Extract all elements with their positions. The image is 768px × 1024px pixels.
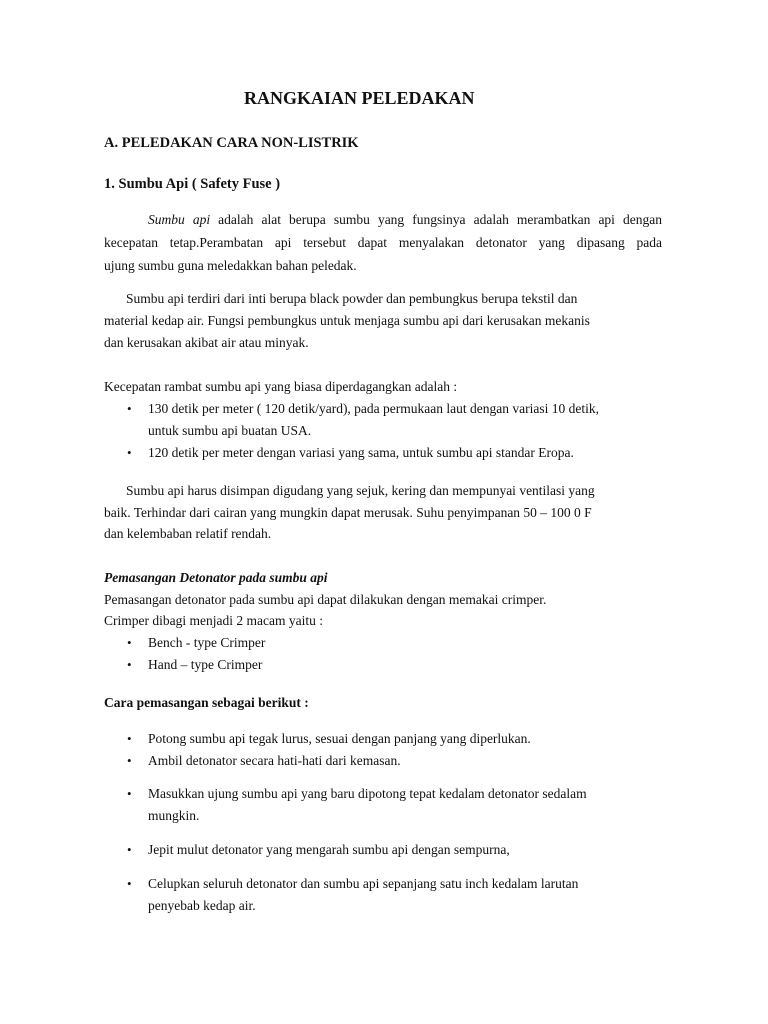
p1-line1-rest: adalah alat berupa sumbu yang fungsinya adalah merambatkan api dengan <box>210 212 663 227</box>
detonator-line2: Crimper dibagi menjadi 2 macam yaitu : <box>104 613 323 628</box>
detonator-line1: Pemasangan detonator pada sumbu api dapat dilakukan dengan memakai crimper. <box>104 592 547 607</box>
p3-line1: Sumbu api harus disimpan digudang yang sejuk, kering dan mempunyai ventilasi yang <box>126 483 595 498</box>
bullet-icon: • <box>127 786 132 801</box>
step-5-line2: penyebab kedap air. <box>148 898 256 913</box>
bullet-icon: • <box>127 401 132 416</box>
speed-item-1-line2: untuk sumbu api buatan USA. <box>148 423 312 438</box>
steps-heading: Cara pemasangan sebagai berikut : <box>104 695 309 710</box>
crimper-type-2: Hand – type Crimper <box>148 657 263 672</box>
speed-item-1-line1: 130 detik per meter ( 120 detik/yard), pada permukaan laut dengan variasi 10 detik, <box>148 401 599 416</box>
bullet-icon: • <box>127 876 132 891</box>
bullet-icon: • <box>127 657 132 672</box>
p1-italic-term: Sumbu api <box>148 212 211 227</box>
p1-line3: ujung sumbu guna meledakkan bahan peledak. <box>104 258 357 273</box>
p3-line3: dan kelembaban relatif rendah. <box>104 526 272 541</box>
section-a-heading: A. PELEDAKAN CARA NON-LISTRIK <box>104 135 359 151</box>
step-3-line2: mungkin. <box>148 808 200 823</box>
bullet-icon: • <box>127 731 132 746</box>
bullet-icon: • <box>127 842 132 857</box>
p2-line3: dan kerusakan akibat air atau minyak. <box>104 335 309 350</box>
step-2: Ambil detonator secara hati-hati dari kemasan. <box>148 753 401 768</box>
step-5-line1: Celupkan seluruh detonator dan sumbu api sepanjang satu inch kedalam larutan <box>148 876 579 891</box>
step-4: Jepit mulut detonator yang mengarah sumbu api dengan sempurna, <box>148 842 510 857</box>
step-3-line1: Masukkan ujung sumbu api yang baru dipotong tepat kedalam detonator sedalam <box>148 786 587 801</box>
bullet-icon: • <box>127 635 132 650</box>
detonator-heading: Pemasangan Detonator pada sumbu api <box>104 570 328 585</box>
step-1: Potong sumbu api tegak lurus, sesuai dengan panjang yang diperlukan. <box>148 731 531 746</box>
page-title: RANGKAIAN PELEDAKAN <box>244 88 475 108</box>
speed-intro: Kecepatan rambat sumbu api yang biasa diperdagangkan adalah : <box>104 379 458 394</box>
bullet-icon: • <box>127 445 132 460</box>
bullet-icon: • <box>127 753 132 768</box>
p2-line1: Sumbu api terdiri dari inti berupa black powder dan pembungkus berupa tekstil dan <box>126 291 578 306</box>
subsection-1-heading: 1. Sumbu Api ( Safety Fuse ) <box>104 176 281 192</box>
p3-line2: baik. Terhindar dari cairan yang mungkin dapat merusak. Suhu penyimpanan 50 – 100 0 F <box>104 505 592 520</box>
speed-item-2: 120 detik per meter dengan variasi yang sama, untuk sumbu api standar Eropa. <box>148 445 574 460</box>
crimper-type-1: Bench - type Crimper <box>148 635 266 650</box>
p1-line2: kecepatan tetap.Perambatan api tersebut dapat menyalakan detonator yang dipasang pada <box>104 235 662 250</box>
p2-line2: material kedap air. Fungsi pembungkus untuk menjaga sumbu api dari kerusakan mekanis <box>104 313 590 328</box>
p1-line1 <box>148 212 662 228</box>
